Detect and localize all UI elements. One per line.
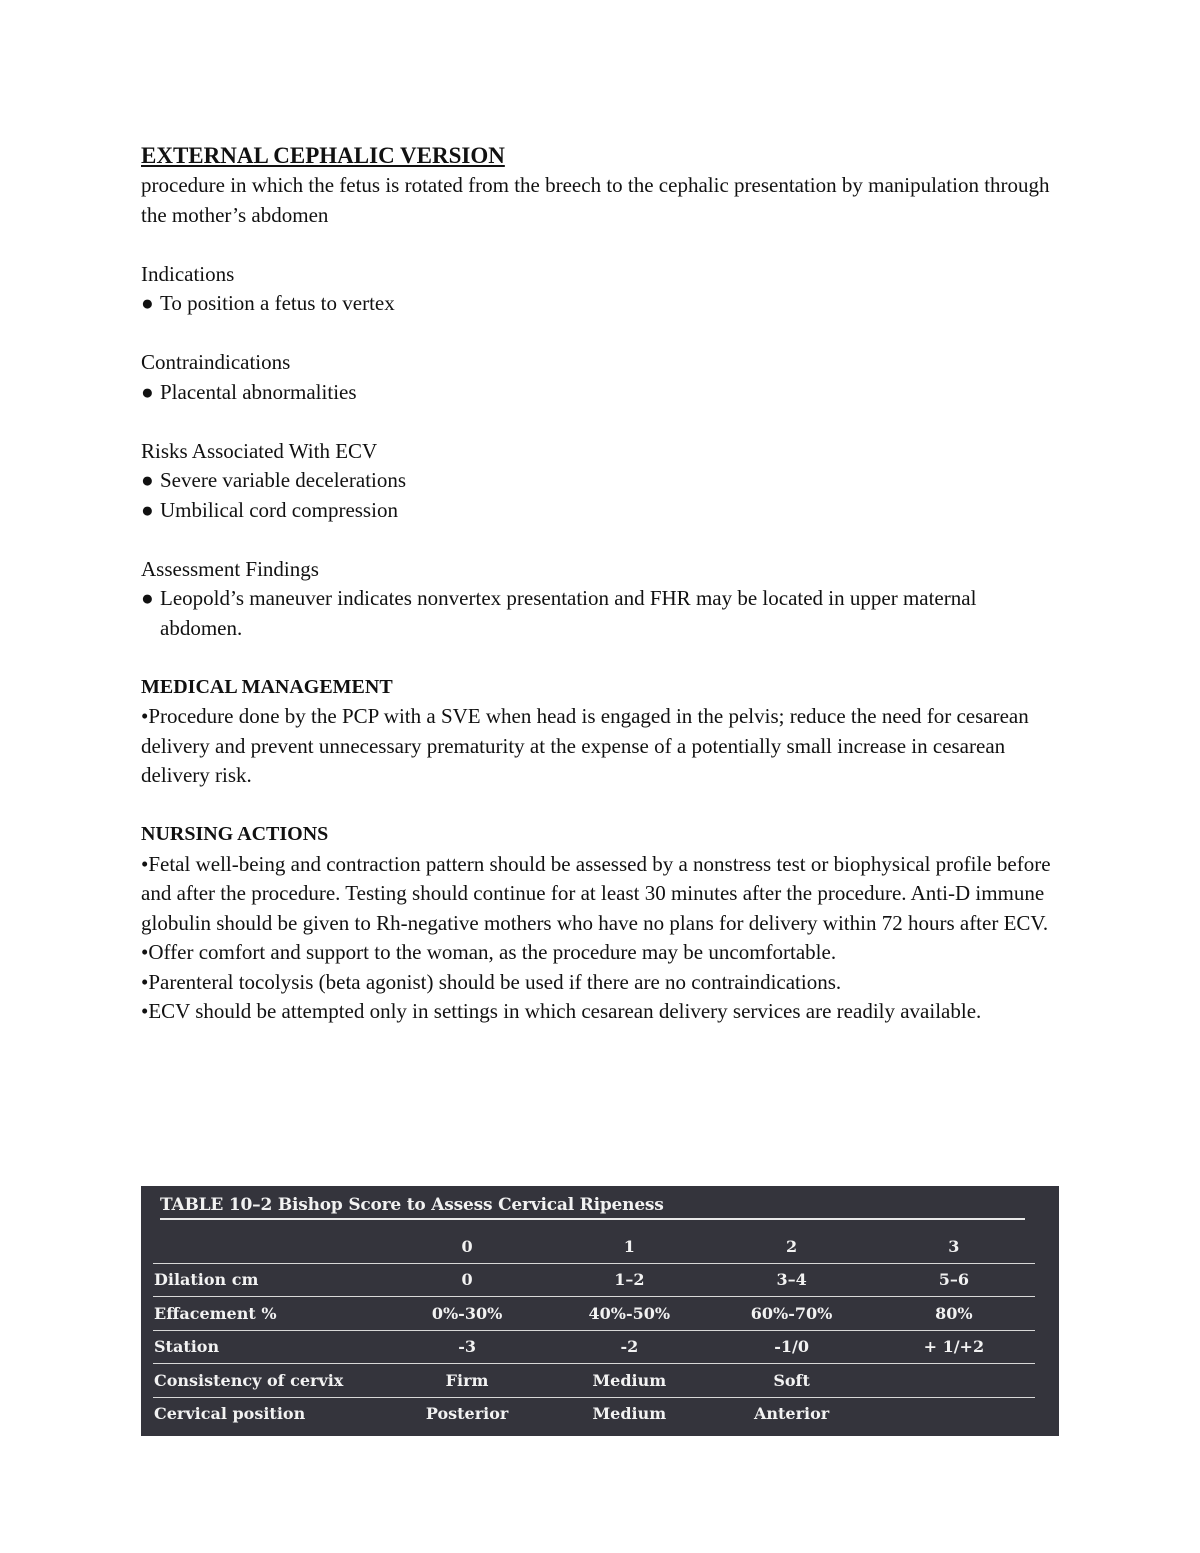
- nursing-actions-heading: NURSING ACTIONS: [141, 823, 329, 845]
- row-label: Effacement %: [153, 1297, 386, 1331]
- list-item-text: To position a fetus to vertex: [160, 291, 395, 315]
- nursing-action-item: •Fetal well-being and contraction pattern should be assessed by a nonstress test or biophysical profile before and after the procedure. Testing should continue for at least 30 minutes after the procedure. Anti-D immune globulin should be given to Rh-negative mothers who have no plans for delivery within 72 hours after ECV.: [141, 851, 1051, 935]
- table-header-cell: 0: [461, 1236, 473, 1256]
- bullet-icon: ●: [141, 379, 154, 404]
- table-header-cell: 2: [786, 1236, 798, 1256]
- list-item: [141, 466, 1061, 496]
- table-cell: + 1/+2: [873, 1330, 1035, 1364]
- list-item-text: Severe variable decelerations: [160, 468, 407, 492]
- nursing-action-item: •ECV should be attempted only in settings in which cesarean delivery services are readily available.: [141, 999, 982, 1023]
- list-item-text: Umbilical cord compression: [160, 497, 398, 522]
- nursing-action-item: •Offer comfort and support to the woman, as the procedure may be uncomfortable.: [141, 940, 837, 964]
- row-label: Dilation cm: [153, 1263, 386, 1297]
- contraindications-heading: Contraindications: [141, 350, 291, 374]
- row-label: Cervical position: [153, 1397, 386, 1430]
- definition-text: procedure in which the fetus is rotated from the breech to the cephalic presentation by manipulation through the mother’s abdomen: [141, 173, 1050, 227]
- bullet-icon: ●: [141, 468, 154, 492]
- risks-heading: Risks Associated With ECV: [141, 438, 378, 463]
- table-cell: -1/0: [710, 1330, 872, 1364]
- bishop-score-table: [153, 1230, 1035, 1430]
- table-title: TABLE 10–2 Bishop Score to Assess Cervical Ripeness: [160, 1195, 664, 1215]
- document-body: [141, 140, 1061, 1027]
- table-cell: 3–4: [710, 1263, 872, 1297]
- list-item-text: Leopold’s maneuver indicates nonvertex presentation and FHR may be located in upper maternal abdomen.: [160, 586, 977, 640]
- bullet-icon: ●: [141, 586, 154, 610]
- table-row: [153, 1330, 1035, 1364]
- row-label: Station: [153, 1330, 386, 1364]
- table-cell: [873, 1397, 1035, 1430]
- bullet-icon: ●: [141, 497, 154, 522]
- table-header-cell: 1: [623, 1236, 635, 1256]
- row-label: Consistency of cervix: [153, 1364, 386, 1398]
- table-cell: Posterior: [386, 1397, 548, 1430]
- indications-heading: Indications: [141, 261, 235, 286]
- medical-management-heading: MEDICAL MANAGEMENT: [141, 675, 393, 698]
- table-cell: 0: [386, 1263, 548, 1297]
- table-cell: 1–2: [548, 1263, 710, 1297]
- table-cell: 60%-70%: [710, 1297, 872, 1331]
- bullet-icon: ●: [141, 291, 154, 315]
- table-cell: -3: [386, 1330, 548, 1364]
- list-item: [141, 584, 1061, 643]
- table-cell: Soft: [710, 1364, 872, 1398]
- table-row: [153, 1263, 1035, 1297]
- list-item: [141, 378, 1061, 408]
- page-title: EXTERNAL CEPHALIC VERSION: [141, 143, 505, 168]
- table-cell: 80%: [873, 1297, 1035, 1331]
- table-row: [153, 1364, 1035, 1398]
- table-row: [153, 1297, 1035, 1331]
- table-header-cell: 3: [948, 1236, 960, 1256]
- medical-management-text: •Procedure done by the PCP with a SVE when head is engaged in the pelvis; reduce the need for cesarean delivery and prevent unnecessary prematurity at the expense of a potentially small increase in cesarean delivery risk.: [141, 704, 1029, 787]
- list-item-text: Placental abnormalities: [160, 379, 357, 404]
- table-cell: Medium: [548, 1397, 710, 1430]
- bishop-score-table-image: [141, 1186, 1059, 1436]
- table-cell: 0%-30%: [386, 1297, 548, 1331]
- table-cell: Firm: [386, 1364, 548, 1398]
- table-cell: Anterior: [710, 1397, 872, 1430]
- list-item: [141, 289, 1061, 319]
- list-item: [141, 496, 1061, 526]
- assessment-heading: Assessment Findings: [141, 556, 319, 581]
- table-cell: Medium: [548, 1364, 710, 1398]
- table-cell: [873, 1364, 1035, 1398]
- table-row: [153, 1397, 1035, 1430]
- table-cell: 40%-50%: [548, 1297, 710, 1331]
- table-title-rule: [160, 1218, 1025, 1220]
- table-cell: 5–6: [873, 1263, 1035, 1297]
- table-cell: -2: [548, 1330, 710, 1364]
- nursing-action-item: •Parenteral tocolysis (beta agonist) should be used if there are no contraindications.: [141, 969, 842, 994]
- table-header-row: [153, 1230, 1035, 1263]
- table-header-cell: [153, 1230, 386, 1263]
